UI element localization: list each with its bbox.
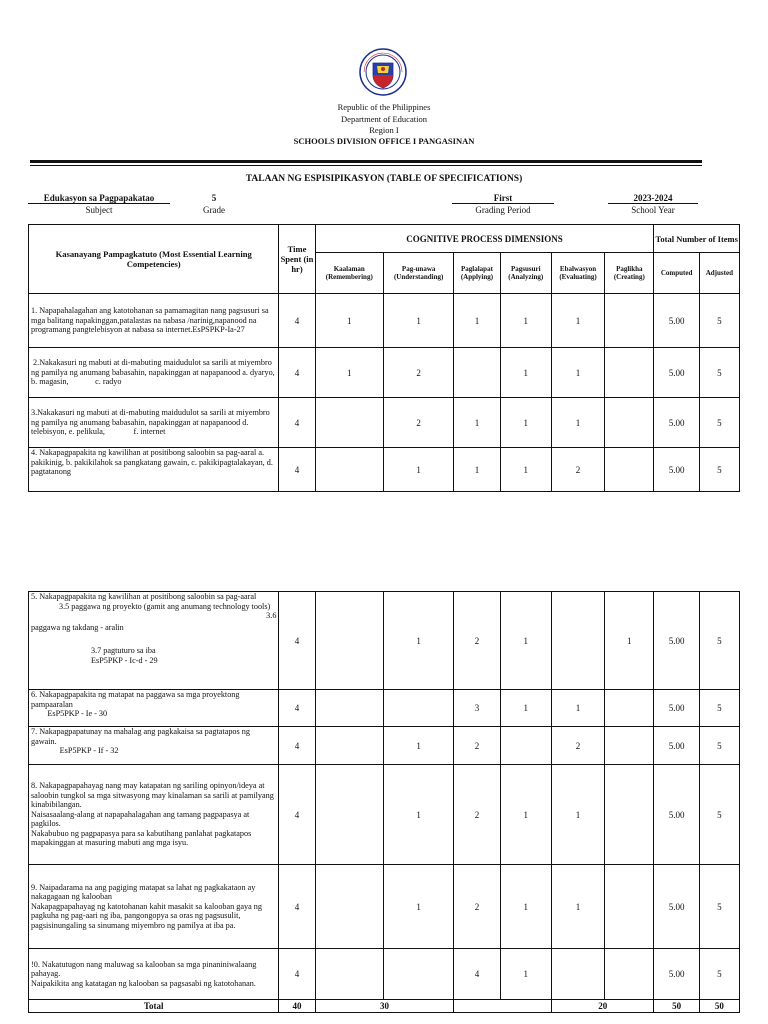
creating-cell bbox=[605, 448, 654, 492]
creating-cell bbox=[605, 690, 654, 727]
header-line-1: Republic of the Philippines bbox=[337, 102, 431, 112]
creating-cell bbox=[605, 949, 654, 1000]
table-row bbox=[29, 765, 740, 865]
understanding-cell: 1 bbox=[383, 727, 453, 765]
table-row bbox=[29, 727, 740, 765]
understanding-cell: 1 bbox=[383, 592, 453, 690]
computed-cell: 5.00 bbox=[654, 690, 699, 727]
analyzing-cell: 1 bbox=[500, 865, 551, 949]
computed-cell: 5.00 bbox=[654, 348, 699, 398]
evaluating-cell: 1 bbox=[551, 690, 604, 727]
understanding-cell bbox=[383, 949, 453, 1000]
applying-cell: 2 bbox=[454, 765, 500, 865]
applying-cell: 4 bbox=[454, 949, 500, 1000]
creating-cell bbox=[605, 348, 654, 398]
header-applying: Paglalapat (Applying) bbox=[454, 253, 500, 294]
year-value: 2023-2024 bbox=[608, 193, 698, 204]
competency-code: EsP5PKP - Ic-d - 29 bbox=[91, 655, 158, 665]
analyzing-cell: 1 bbox=[500, 294, 551, 348]
table-row bbox=[29, 398, 740, 448]
header-evaluating: Ebalwasyon (Evaluating) bbox=[551, 253, 604, 294]
adjusted-cell: 5 bbox=[699, 348, 739, 398]
remembering-cell bbox=[315, 727, 383, 765]
adjusted-cell: 5 bbox=[699, 690, 739, 727]
deped-seal bbox=[359, 48, 407, 96]
competency-cell bbox=[29, 592, 279, 690]
computed-cell: 5.00 bbox=[654, 865, 699, 949]
header-analyzing: Pagsusuri (Analyzing) bbox=[500, 253, 551, 294]
competency-text: 5. Nakapagpapakita ng kawilihan at positibong saloobin sa pag-aaral bbox=[31, 592, 257, 601]
analyzing-cell: 1 bbox=[500, 949, 551, 1000]
total-apply-analyze bbox=[454, 1000, 552, 1013]
computed-cell: 5.00 bbox=[654, 294, 699, 348]
header-competency: Kasanayang Pampagkatuto (Most Essential Learning Competencies) bbox=[29, 225, 279, 294]
evaluating-cell bbox=[551, 949, 604, 1000]
understanding-cell: 1 bbox=[383, 294, 453, 348]
table-row bbox=[29, 592, 740, 690]
period-value: First bbox=[452, 193, 554, 204]
total-time: 40 bbox=[279, 1000, 315, 1013]
subject-value: Edukasyon sa Pagpapakatao bbox=[28, 193, 170, 204]
competency-cell: !0. Nakatutugon nang maluwag sa kalooban sa mga pinaniniwalaang pahayag. Naipakikita ang katatagan ng kalooban sa pagsasabi ng katotohanan. bbox=[29, 949, 279, 1000]
computed-cell: 5.00 bbox=[654, 949, 699, 1000]
remembering-cell bbox=[315, 949, 383, 1000]
understanding-cell: 2 bbox=[383, 348, 453, 398]
analyzing-cell: 1 bbox=[500, 765, 551, 865]
evaluating-cell: 1 bbox=[551, 398, 604, 448]
applying-cell: 2 bbox=[454, 592, 500, 690]
header-remembering: Kaalaman (Remembering) bbox=[315, 253, 383, 294]
applying-cell: 1 bbox=[454, 448, 500, 492]
table-row bbox=[29, 294, 740, 348]
competency-subitem: paggawa ng takdang - aralin bbox=[31, 622, 124, 632]
understanding-cell: 1 bbox=[383, 448, 453, 492]
creating-cell bbox=[605, 865, 654, 949]
understanding-cell: 1 bbox=[383, 865, 453, 949]
understanding-cell: 2 bbox=[383, 398, 453, 448]
creating-cell bbox=[605, 765, 654, 865]
competency-cell: 9. Naipadarama na ang pagiging matapat sa lahat ng pagkakataon ay nakagagaan ng kalooban Nakapagpapahayag ng katotohanan kahit masakit sa kalooban gaya ng pagkuha ng pag-aari ng iba, pangongopya sa oras ng pagsusulit, pagsisinungaling sa sinumang miyembro ng pamilya at iba pa. bbox=[29, 865, 279, 949]
computed-cell: 5.00 bbox=[654, 765, 699, 865]
table-row bbox=[29, 348, 740, 398]
applying-cell: 2 bbox=[454, 865, 500, 949]
tos-table-page-2 bbox=[28, 591, 740, 1013]
total-row bbox=[29, 1000, 740, 1013]
time-cell: 4 bbox=[279, 949, 315, 1000]
remembering-cell bbox=[315, 865, 383, 949]
time-cell: 4 bbox=[279, 690, 315, 727]
header-office: SCHOOLS DIVISION OFFICE I PANGASINAN bbox=[293, 136, 475, 146]
analyzing-cell: 1 bbox=[500, 448, 551, 492]
table-row bbox=[29, 949, 740, 1000]
understanding-cell bbox=[383, 690, 453, 727]
adjusted-cell: 5 bbox=[699, 448, 739, 492]
year-label: School Year bbox=[631, 205, 675, 215]
tos-table-page-1 bbox=[28, 224, 740, 492]
total-label: Total bbox=[29, 1000, 279, 1013]
time-cell: 4 bbox=[279, 592, 315, 690]
computed-cell: 5.00 bbox=[654, 398, 699, 448]
competency-cell: 2.Nakakasuri ng mabuti at di-mabuting maidudulot sa sarili at miyembro ng pamilya ng anumang babasahin, napakinggan at napapanood a. dyaryo, b. magasin, c. radyo bbox=[29, 348, 279, 398]
adjusted-cell: 5 bbox=[699, 949, 739, 1000]
header-line-3: Region I bbox=[369, 125, 399, 135]
remembering-cell bbox=[315, 765, 383, 865]
creating-cell bbox=[605, 398, 654, 448]
competency-cell: 8. Nakapagpapahayag nang may katapatan ng sariling opinyon/ideya at saloobin tungkol sa mga sitwasyong may kinalaman sa sarili at pamilyang kinabibilangan. Naisasaalang-alang at napapahalagahan ang tamang pagpapasya at pagkilos. Nakabubuo ng pagpapasya para sa kabutihang panlahat pagkatapos mapakinggan at masuring mabuti ang mga isyu. bbox=[29, 765, 279, 865]
header-creating: Paglikha (Creating) bbox=[605, 253, 654, 294]
applying-cell: 1 bbox=[454, 398, 500, 448]
remembering-cell bbox=[315, 398, 383, 448]
document-title: TALAAN NG ESPISIPIKASYON (TABLE OF SPECIFICATIONS) bbox=[245, 174, 523, 184]
competency-cell: 4. Nakapagpapakita ng kawilihan at positibong saloobin sa pag-aaral a. pakikinig, b. pakikilahok sa pangkatang gawain, c. pakikipagtalakayan, d. pagtatanong bbox=[29, 448, 279, 492]
total-computed: 50 bbox=[654, 1000, 699, 1013]
adjusted-cell: 5 bbox=[699, 592, 739, 690]
understanding-cell: 1 bbox=[383, 765, 453, 865]
time-cell: 4 bbox=[279, 727, 315, 765]
time-cell: 4 bbox=[279, 348, 315, 398]
adjusted-cell: 5 bbox=[699, 765, 739, 865]
time-cell: 4 bbox=[279, 398, 315, 448]
time-cell: 4 bbox=[279, 294, 315, 348]
remembering-cell: 1 bbox=[315, 348, 383, 398]
applying-cell: 3 bbox=[454, 690, 500, 727]
analyzing-cell: 1 bbox=[500, 592, 551, 690]
competency-subitem: 3.5 paggawa ng proyekto (gamit ang anumang technology tools) bbox=[59, 601, 271, 611]
creating-cell bbox=[605, 727, 654, 765]
remembering-cell bbox=[315, 592, 383, 690]
competency-subitem: 3.6 bbox=[266, 611, 277, 621]
computed-cell: 5.00 bbox=[654, 727, 699, 765]
header-rule-thin bbox=[30, 165, 702, 166]
creating-cell: 1 bbox=[605, 592, 654, 690]
grade-value: 5 bbox=[211, 193, 217, 203]
adjusted-cell: 5 bbox=[699, 294, 739, 348]
adjusted-cell: 5 bbox=[699, 865, 739, 949]
header-total-items: Total Number of Items bbox=[654, 225, 740, 253]
table-row bbox=[29, 865, 740, 949]
evaluating-cell: 1 bbox=[551, 348, 604, 398]
analyzing-cell: 1 bbox=[500, 398, 551, 448]
table-row bbox=[29, 448, 740, 492]
analyzing-cell: 1 bbox=[500, 348, 551, 398]
competency-cell: 3.Nakakasuri ng mabuti at di-mabuting maidudulot sa sarili at miyembro ng pamilya ng anumang babasahin, napakinggan at napapanood d. telebisyon, e. pelikula, f. internet bbox=[29, 398, 279, 448]
header-computed: Computed bbox=[654, 253, 699, 294]
competency-cell: 1. Napapahalagahan ang katotohanan sa pamamagitan nang pagsusuri sa mga balitang napakinggan,patalastas na nabasa /narinig,napanood na programang pangtelebisyon at nabasa sa internet.EsPSPKP-Ia-27 bbox=[29, 294, 279, 348]
analyzing-cell bbox=[500, 727, 551, 765]
evaluating-cell: 1 bbox=[551, 865, 604, 949]
table-row bbox=[29, 690, 740, 727]
total-evaluate-create: 20 bbox=[551, 1000, 654, 1013]
computed-cell: 5.00 bbox=[654, 448, 699, 492]
applying-cell bbox=[454, 348, 500, 398]
header-adjusted: Adjusted bbox=[699, 253, 739, 294]
computed-cell: 5.00 bbox=[654, 592, 699, 690]
remembering-cell: 1 bbox=[315, 294, 383, 348]
applying-cell: 2 bbox=[454, 727, 500, 765]
total-adjusted: 50 bbox=[699, 1000, 739, 1013]
grade-label: Grade bbox=[203, 205, 225, 215]
time-cell: 4 bbox=[279, 448, 315, 492]
header-understanding: Pag-unawa (Understanding) bbox=[383, 253, 453, 294]
adjusted-cell: 5 bbox=[699, 727, 739, 765]
time-cell: 4 bbox=[279, 765, 315, 865]
creating-cell bbox=[605, 294, 654, 348]
competency-subitem: 3.7 pagtuturo sa iba bbox=[91, 646, 156, 656]
header-cognitive: COGNITIVE PROCESS DIMENSIONS bbox=[315, 225, 654, 253]
header-line-2: Department of Education bbox=[341, 114, 427, 124]
subject-label: Subject bbox=[85, 205, 113, 215]
evaluating-cell: 1 bbox=[551, 294, 604, 348]
evaluating-cell: 2 bbox=[551, 448, 604, 492]
period-label: Grading Period bbox=[475, 205, 531, 215]
adjusted-cell: 5 bbox=[699, 398, 739, 448]
evaluating-cell: 2 bbox=[551, 727, 604, 765]
total-remember-understand: 30 bbox=[315, 1000, 454, 1013]
time-cell: 4 bbox=[279, 865, 315, 949]
remembering-cell bbox=[315, 448, 383, 492]
analyzing-cell: 1 bbox=[500, 690, 551, 727]
competency-cell: 7. Nakapagpapatunay na mahalag ang pagkakaisa sa pagtatapos ng gawain. EsP5PKP - If - 32 bbox=[29, 727, 279, 765]
competency-cell: 6. Nakapagpapakita ng matapat na paggawa sa mga proyektong pampaaralan EsP5PKP - Ie - 30 bbox=[29, 690, 279, 727]
applying-cell: 1 bbox=[454, 294, 500, 348]
header-time-spent: Time Spent (in hr) bbox=[279, 225, 315, 294]
evaluating-cell: 1 bbox=[551, 765, 604, 865]
evaluating-cell bbox=[551, 592, 604, 690]
remembering-cell bbox=[315, 690, 383, 727]
header-rule bbox=[30, 160, 702, 163]
